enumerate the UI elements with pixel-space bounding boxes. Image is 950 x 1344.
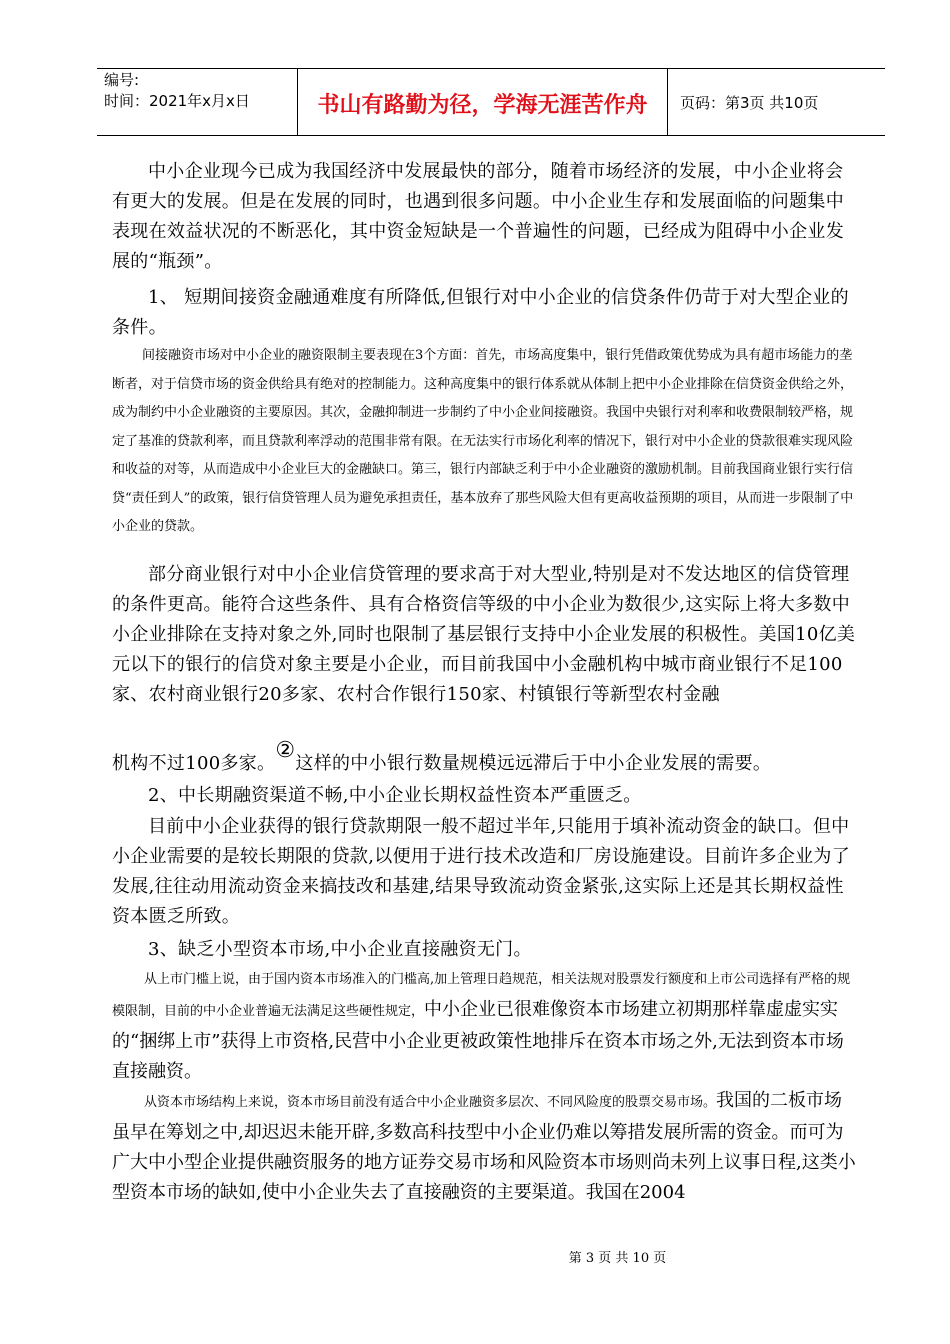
paragraph-listing-threshold — [112, 963, 857, 1087]
paragraph-bank-count — [112, 736, 857, 779]
paragraph-indirect-finance: 间接融资市场对中小企业的融资限制主要表现在3个方面：首先，市场高度集中，银行凭借政策优势成为具有超市场能力的垄断者，对于信贷市场的资金供给具有绝对的控制能力。这种高度集中的银行体系就从体制上把中小企业排除在信贷资金供给之外，成为制约中小企业融资的主要原因。其次，金融抑制进一步制约了中小企业间接融资。我国中央银行对利率和收费限制较严格，规定了基准的贷款利率，而且贷款利率浮动的范围非常有限。在无法实行市场化利率的情况下，银行对中小企业的贷款很难实现风险和收益的对等，从而造成中小企业巨大的金融缺口。第三，银行内部缺乏利于中小企业融资的激励机制。目前我国商业银行实行信贷“责任到人”的政策，银行信贷管理人员为避免承担责任，基本放弃了那些风险大但有更高收益预期的项目，从而进一步限制了中小企业的贷款。 — [112, 348, 854, 534]
heading-2: 2、中长期融资渠道不畅,中小企业长期权益性资本严重匮乏。 — [148, 785, 642, 806]
bank-count-text-a: 机构不过100多家。 — [112, 753, 276, 774]
listing-text-a: 从上市门槛上说，由于国内资本市场准入的门槛高,加上管理日趋规范， — [144, 972, 552, 987]
paragraph-long-term-funding: 目前中小企业获得的银行贷款期限一般不超过半年,只能用于填补流动资金的缺口。但中小企业需要的是较长期限的贷款,以便用于进行技术改造和厂房设施建设。目前许多企业为了发展,往往动用流动资金来搞技改和基建,结果导致流动资金紧张,这实际上还是其长期权益性资本匮乏所致。 — [112, 816, 851, 927]
time-label: 时间：2021年x月x日 — [104, 92, 250, 110]
structure-text-b: 我国的二板市场虽早在筹划之中,却迟迟未能开辟,多数高科技型中小企业仍难以筹措发展所需的资金。而可为广大中小型企业提供融资服务的地方证券交易市场和风险资本市场则尚未列上议事日程,这类小型资本市场的缺如,使中小企业失去了直接融资的主要渠道。我国在2004 — [112, 1090, 856, 1203]
structure-text-a: 从资本市场结构上来说，资本市场目前没有适合中小企业融资多层次、不同风险度的股票交易市场。 — [144, 1095, 717, 1110]
listing-text-b: 相关法规对股票发行额度和上市公司选择有严格的规模限制，目前的中小企业普遍无法满足这些硬性规定， — [112, 972, 851, 1019]
paragraph-commercial-banks: 部分商业银行对中小企业信贷管理的要求高于对大型业,特别是对不发达地区的信贷管理的条件更高。能符合这些条件、具有合格资信等级的中小企业为数很少,这实际上将大多数中小企业排除在支持对象之外,同时也限制了基层银行支持中小企业发展的积极性。美国10亿美元以下的银行的信贷对象主要是小企业，而目前我国中小金融机构中城市商业银行不足100家、农村商业银行20多家、农村合作银行150家、村镇银行等新型农村金融 — [112, 564, 856, 705]
header-bottom-rule — [97, 135, 885, 136]
header-page-info: 页码：第3页 共10页 — [680, 94, 819, 112]
header-left-cell — [104, 70, 250, 112]
heading-1: 1、 短期间接资金融通难度有所降低,但银行对中小企业的信贷条件仍苛于对大型企业的条件。 — [112, 287, 849, 338]
listing-text-c: 中小企业已很难像资本市场建立初期那样靠虚虚实实的“捆绑上市”获得上市资格,民营中小企业更被政策性地排斥在资本市场之外,无法到资本市场直接融资。 — [112, 999, 844, 1082]
paragraph-intro: 中小企业现今已成为我国经济中发展最快的部分，随着市场经济的发展，中小企业将会有更大的发展。但是在发展的同时，也遇到很多问题。中小企业生存和发展面临的问题集中表现在效益状况的不断恶化，其中资金短缺是一个普遍性的问题，已经成为阻碍中小企业发展的“瓶颈”。 — [112, 161, 844, 272]
code-label: 编号: — [104, 71, 140, 89]
header-top-rule — [97, 68, 885, 69]
heading-3: 3、缺乏小型资本市场,中小企业直接融资无门。 — [148, 939, 532, 960]
paragraph-market-structure — [112, 1086, 857, 1208]
page-footer — [0, 1247, 950, 1266]
header-divider — [667, 68, 668, 136]
header-motto: 书山有路勤为径，学海无涯苦作舟 — [317, 93, 648, 118]
footnote-marker: ② — [275, 738, 296, 763]
footer-page-number: 第 3 页 共 10 页 — [568, 1251, 667, 1266]
bank-count-text-b: 这样的中小银行数量规模远远滞后于中小企业发展的需要。 — [295, 753, 772, 774]
